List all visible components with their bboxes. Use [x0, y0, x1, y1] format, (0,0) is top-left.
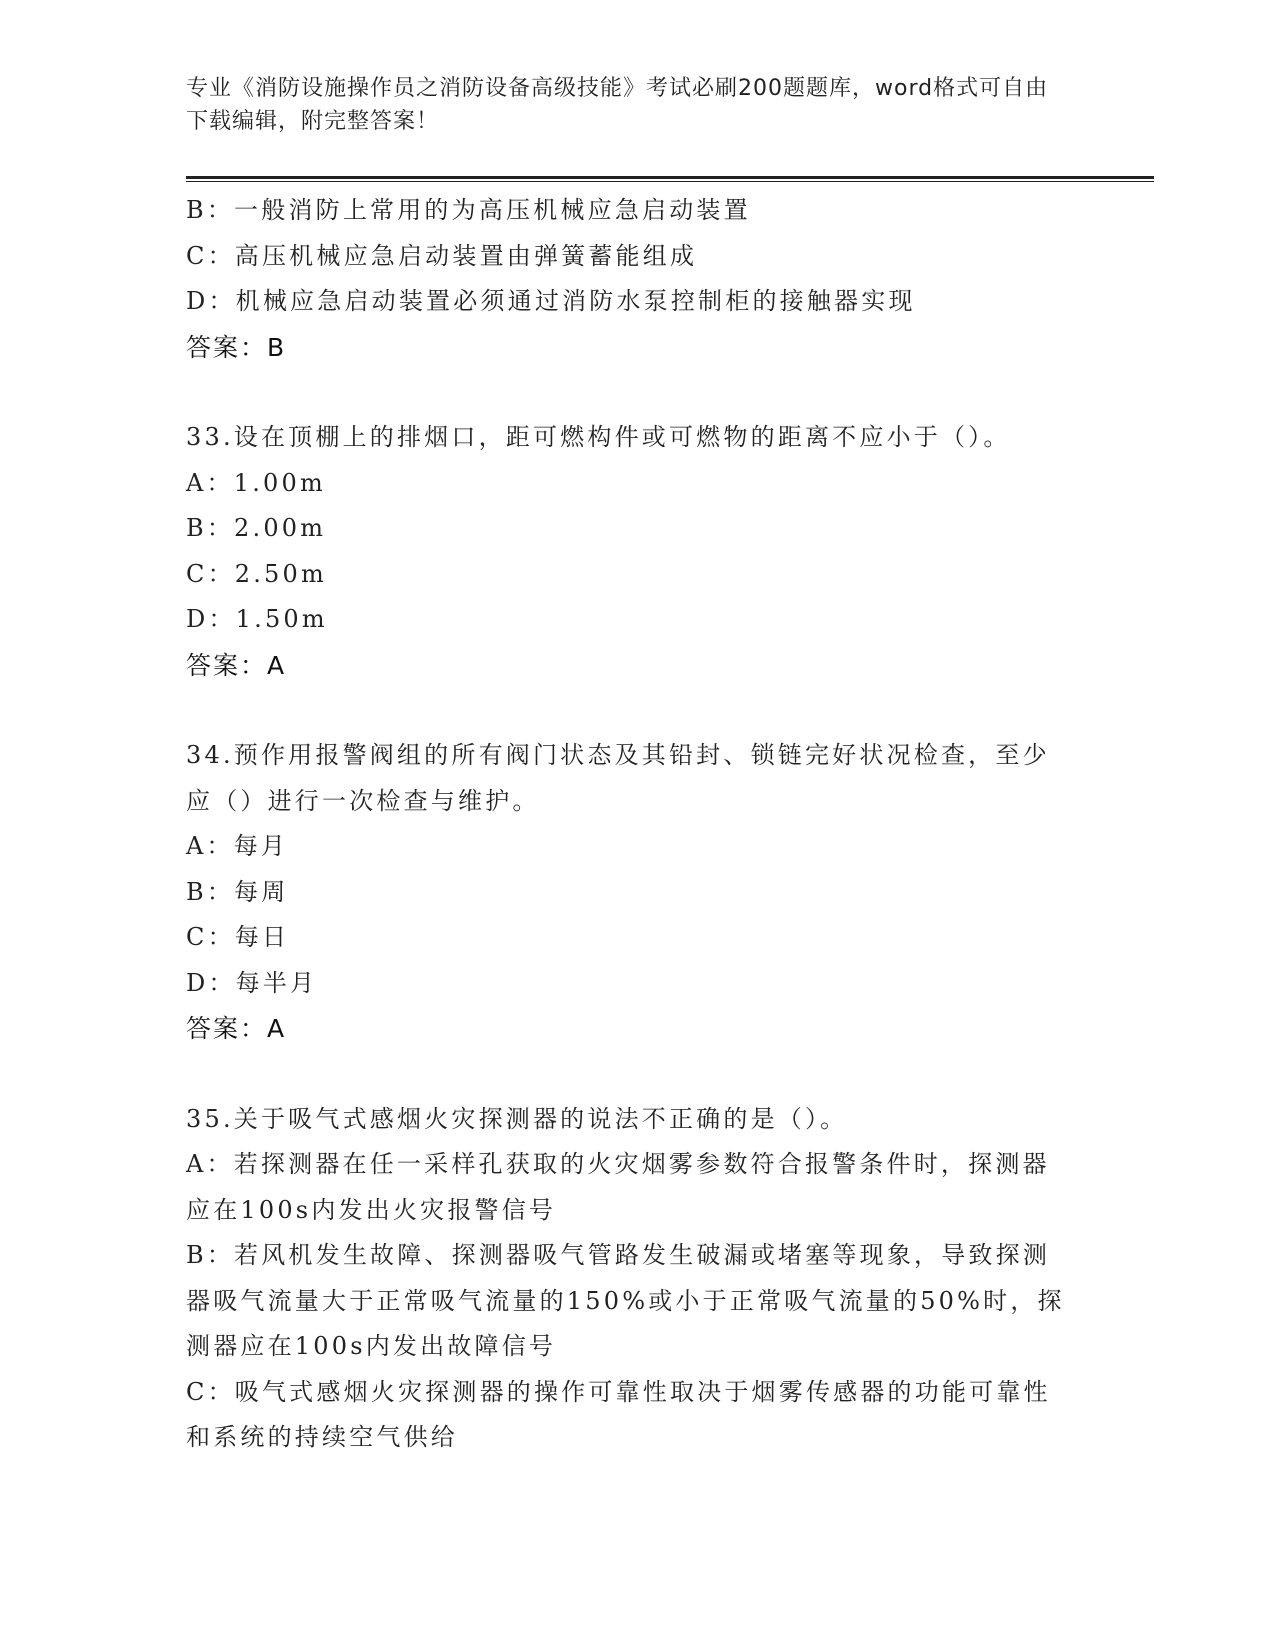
option-d: D：每半月	[186, 968, 318, 997]
answer-line: 答案：B	[186, 332, 287, 362]
question-content	[186, 188, 1076, 1461]
question-stem: 33.设在顶棚上的排烟口，距可燃构件或可燃物的距离不应小于（）。	[186, 423, 1011, 451]
option-a: A：1.00m	[186, 468, 326, 497]
answer-line: 答案：A	[186, 650, 287, 680]
answer-line: 答案：A	[186, 1014, 287, 1043]
option-b: B：若风机发生故障、探测器吸气管路发生破漏或堵塞等现象，导致探测器吸气流量大于正常吸气流量的150%或小于正常吸气流量的50%时，探测器应在100s内发出故障信号	[186, 1241, 1065, 1360]
header-rule-thin	[186, 181, 1154, 182]
option-c: C：2.50m	[186, 559, 327, 588]
option-b: B：一般消防上常用的为高压机械应急启动装置	[186, 196, 751, 224]
option-a: A：若探测器在任一采样孔获取的火灾烟雾参数符合报警条件时，探测器应在100s内发出火灾报警信号	[186, 1150, 1050, 1224]
option-b: B：2.00m	[186, 514, 327, 542]
header-rule-thick	[186, 176, 1154, 179]
option-b: B：每周	[186, 877, 289, 906]
option-c: C：高压机械应急启动装置由弹簧蓄能组成	[186, 241, 698, 270]
option-d: D：1.50m	[186, 605, 328, 633]
question-35-block	[186, 1097, 1076, 1461]
option-a: A：每月	[186, 832, 289, 860]
option-d: D：机械应急启动装置必须通过消防水泵控制柜的接触器实现	[186, 287, 916, 315]
prev-question-block	[186, 188, 1076, 370]
question-stem: 35.关于吸气式感烟火灾探测器的说法不正确的是（）。	[186, 1104, 848, 1133]
question-stem: 34.预作用报警阀组的所有阀门状态及其铅封、锁链完好状况检查，至少应（）进行一次检查与维护。	[186, 741, 1050, 815]
question-33-block	[186, 415, 1076, 688]
question-34-block	[186, 733, 1076, 1052]
option-c: C：每日	[186, 923, 290, 951]
document-header: 专业《消防设施操作员之消防设备高级技能》考试必刷200题题库，word格式可自由下载编辑，附完整答案！	[186, 76, 1049, 134]
option-c: C：吸气式感烟火灾探测器的操作可靠性取决于烟雾传感器的功能可靠性和系统的持续空气供给	[186, 1377, 1051, 1451]
